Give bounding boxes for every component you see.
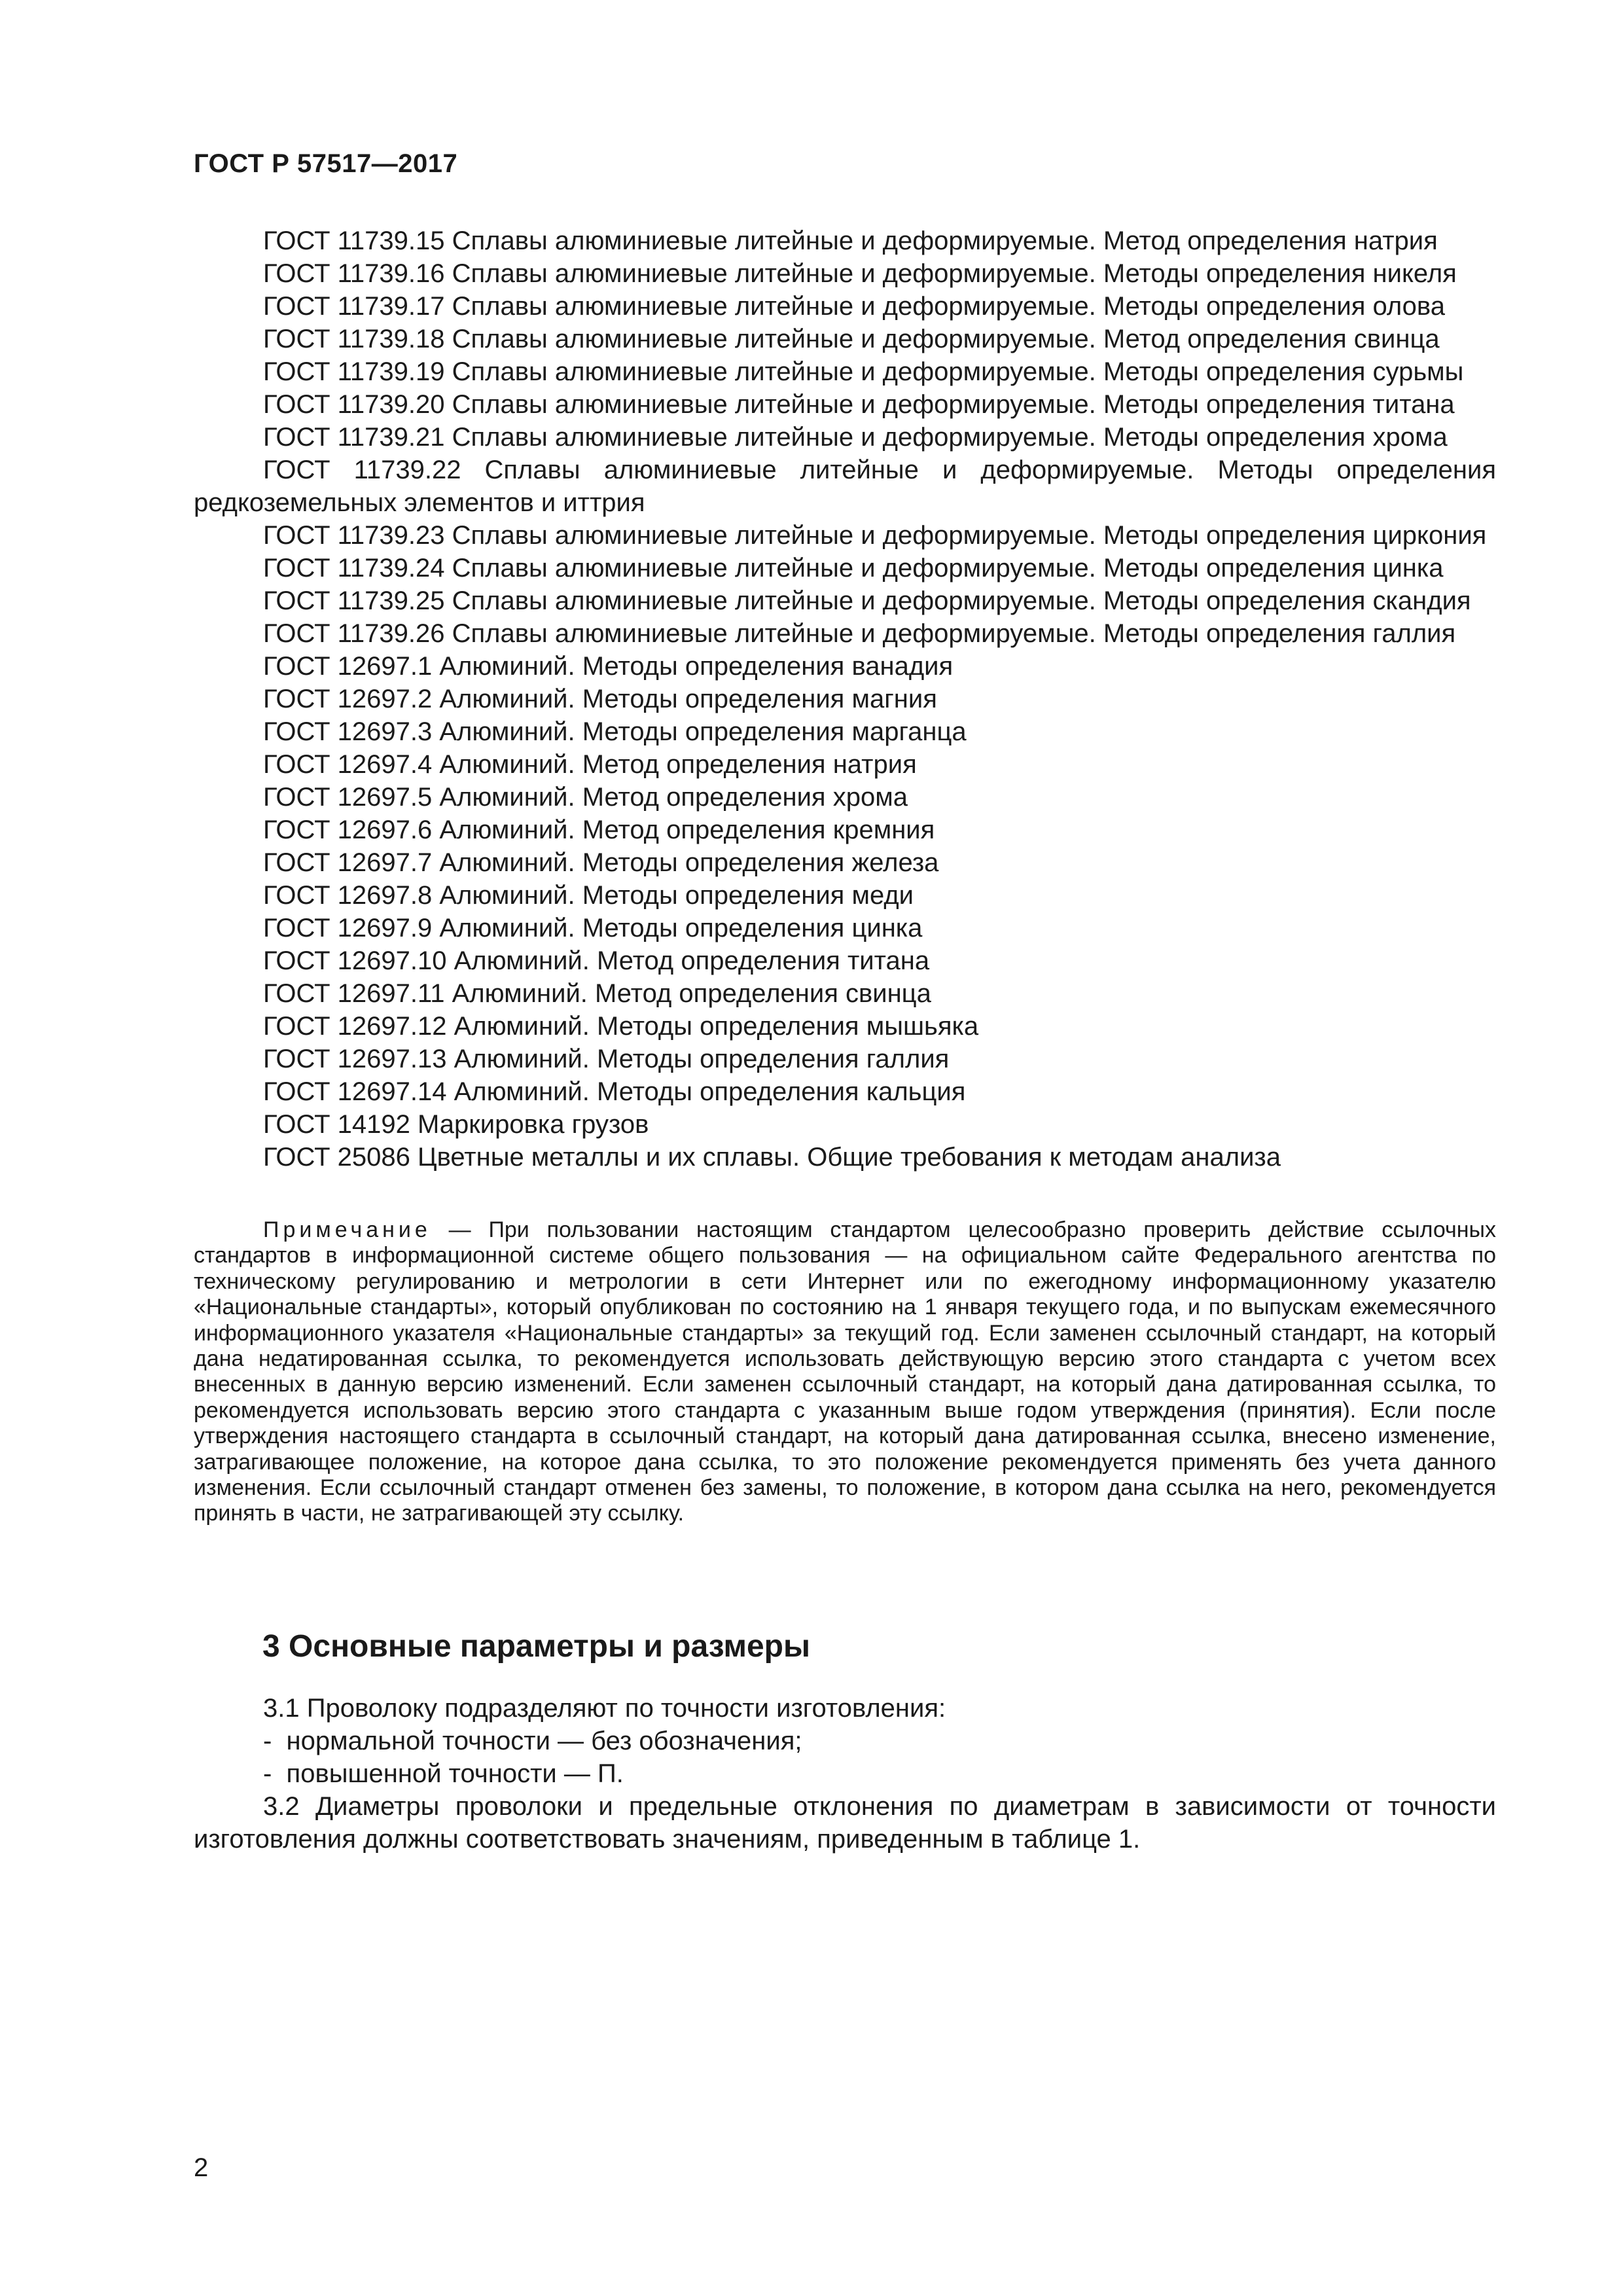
reference-item: ГОСТ 12697.7 Алюминий. Методы определения железа bbox=[263, 848, 939, 877]
reference-item: ГОСТ 11739.16 Сплавы алюминиевые литейные и деформируемые. Методы определения никеля bbox=[263, 259, 1457, 288]
accuracy-item-normal: - нормальной точности — без обозначения; bbox=[263, 1727, 802, 1755]
reference-item: ГОСТ 12697.6 Алюминий. Метод определения кремния bbox=[263, 816, 935, 844]
note-label: Примечание bbox=[263, 1217, 431, 1242]
reference-item: ГОСТ 11739.26 Сплавы алюминиевые литейные и деформируемые. Методы определения галлия bbox=[263, 619, 1456, 648]
reference-item: ГОСТ 12697.5 Алюминий. Метод определения хрома bbox=[263, 783, 908, 812]
reference-item: ГОСТ 12697.10 Алюминий. Метод определения титана bbox=[263, 946, 930, 975]
reference-item: ГОСТ 11739.24 Сплавы алюминиевые литейные и деформируемые. Методы определения цинка bbox=[263, 554, 1444, 583]
reference-item: ГОСТ 12697.9 Алюминий. Методы определения цинка bbox=[263, 914, 923, 942]
accuracy-item-increased: - повышенной точности — П. bbox=[263, 1759, 624, 1788]
reference-item: ГОСТ 11739.15 Сплавы алюминиевые литейные и деформируемые. Метод определения натрия bbox=[263, 226, 1438, 255]
reference-item: ГОСТ 11739.18 Сплавы алюминиевые литейные и деформируемые. Метод определения свинца bbox=[263, 325, 1440, 353]
page-number: 2 bbox=[194, 2153, 209, 2182]
reference-item: ГОСТ 12697.12 Алюминий. Методы определения мышьяка bbox=[263, 1012, 979, 1041]
reference-item: ГОСТ 25086 Цветные металлы и их сплавы. Общие требования к методам анализа bbox=[263, 1143, 1281, 1172]
clause-3-2: 3.2 Диаметры проволоки и предельные отклонения по диаметрам в зависимости от точности изготовления должны соответствовать значениям, приведенным в таблице 1. bbox=[194, 1792, 1496, 1854]
reference-item: ГОСТ 11739.23 Сплавы алюминиевые литейные и деформируемые. Методы определения циркония bbox=[263, 521, 1487, 550]
reference-item: ГОСТ 11739.22 Сплавы алюминиевые литейные и деформируемые. Методы определения редкоземельных элементов и иттрия bbox=[194, 456, 1496, 517]
references-note bbox=[194, 1217, 1496, 1527]
reference-item: ГОСТ 12697.11 Алюминий. Метод определения свинца bbox=[263, 979, 931, 1008]
reference-item: ГОСТ 14192 Маркировка грузов bbox=[263, 1110, 649, 1139]
normative-references-list bbox=[194, 224, 1496, 1174]
section-3-body bbox=[194, 1692, 1496, 1856]
reference-item: ГОСТ 12697.13 Алюминий. Методы определения галлия bbox=[263, 1045, 950, 1073]
reference-item: ГОСТ 11739.17 Сплавы алюминиевые литейные и деформируемые. Методы определения олова bbox=[263, 292, 1445, 321]
note-text: — При пользовании настоящим стандартом целесообразно проверить действие ссылочных стандартов в информационной системе общего пользования — на официальном сайте Федерального агентства по техническому регулированию и метрологии в сети Интернет или по ежегодному информационному указателю «Национальные стандарты», который опубликован по состоянию на 1 января текущего года, и по выпускам ежемесячного информационного указателя «Национальные стандарты» за текущий год. Если заменен ссылочный стандарт, на который дана недатированная ссылка, то рекомендуется использовать действующую версию этого стандарта с учетом всех внесенных в данную версию изменений. Если заменен ссылочный стандарт, на который дана датированная ссылка, то рекомендуется использовать версию этого стандарта с указанным выше годом утверждения (принятия). Если после утверждения настоящего стандарта в ссылочный стандарт, на который дана датированная ссылка, внесено изменение, затрагивающее положение, на которое дана ссылка, то это положение рекомендуется применять без учета данного изменения. Если ссылочный стандарт отменен без замены, то положение, в котором дана ссылка на него, рекомендуется принять в части, не затрагивающей эту ссылку. bbox=[194, 1217, 1496, 1526]
reference-item: ГОСТ 12697.2 Алюминий. Методы определения магния bbox=[263, 685, 937, 713]
reference-item: ГОСТ 12697.14 Алюминий. Методы определения кальция bbox=[263, 1077, 966, 1106]
reference-item: ГОСТ 11739.20 Сплавы алюминиевые литейные и деформируемые. Методы определения титана bbox=[263, 390, 1455, 419]
reference-item: ГОСТ 11739.25 Сплавы алюминиевые литейные и деформируемые. Методы определения скандия bbox=[263, 586, 1471, 615]
section-3-title: 3 Основные параметры и размеры bbox=[262, 1629, 810, 1664]
reference-item: ГОСТ 11739.19 Сплавы алюминиевые литейные и деформируемые. Методы определения сурьмы bbox=[263, 357, 1464, 386]
reference-item: ГОСТ 12697.3 Алюминий. Методы определения марганца bbox=[263, 717, 967, 746]
reference-item: ГОСТ 12697.4 Алюминий. Метод определения натрия bbox=[263, 750, 917, 779]
reference-item: ГОСТ 11739.21 Сплавы алюминиевые литейные и деформируемые. Методы определения хрома bbox=[263, 423, 1448, 452]
reference-item: ГОСТ 12697.8 Алюминий. Методы определения меди bbox=[263, 881, 914, 910]
clause-3-1: 3.1 Проволоку подразделяют по точности изготовления: bbox=[263, 1694, 946, 1723]
document-header: ГОСТ Р 57517—2017 bbox=[194, 149, 458, 178]
reference-item: ГОСТ 12697.1 Алюминий. Методы определения ванадия bbox=[263, 652, 954, 681]
